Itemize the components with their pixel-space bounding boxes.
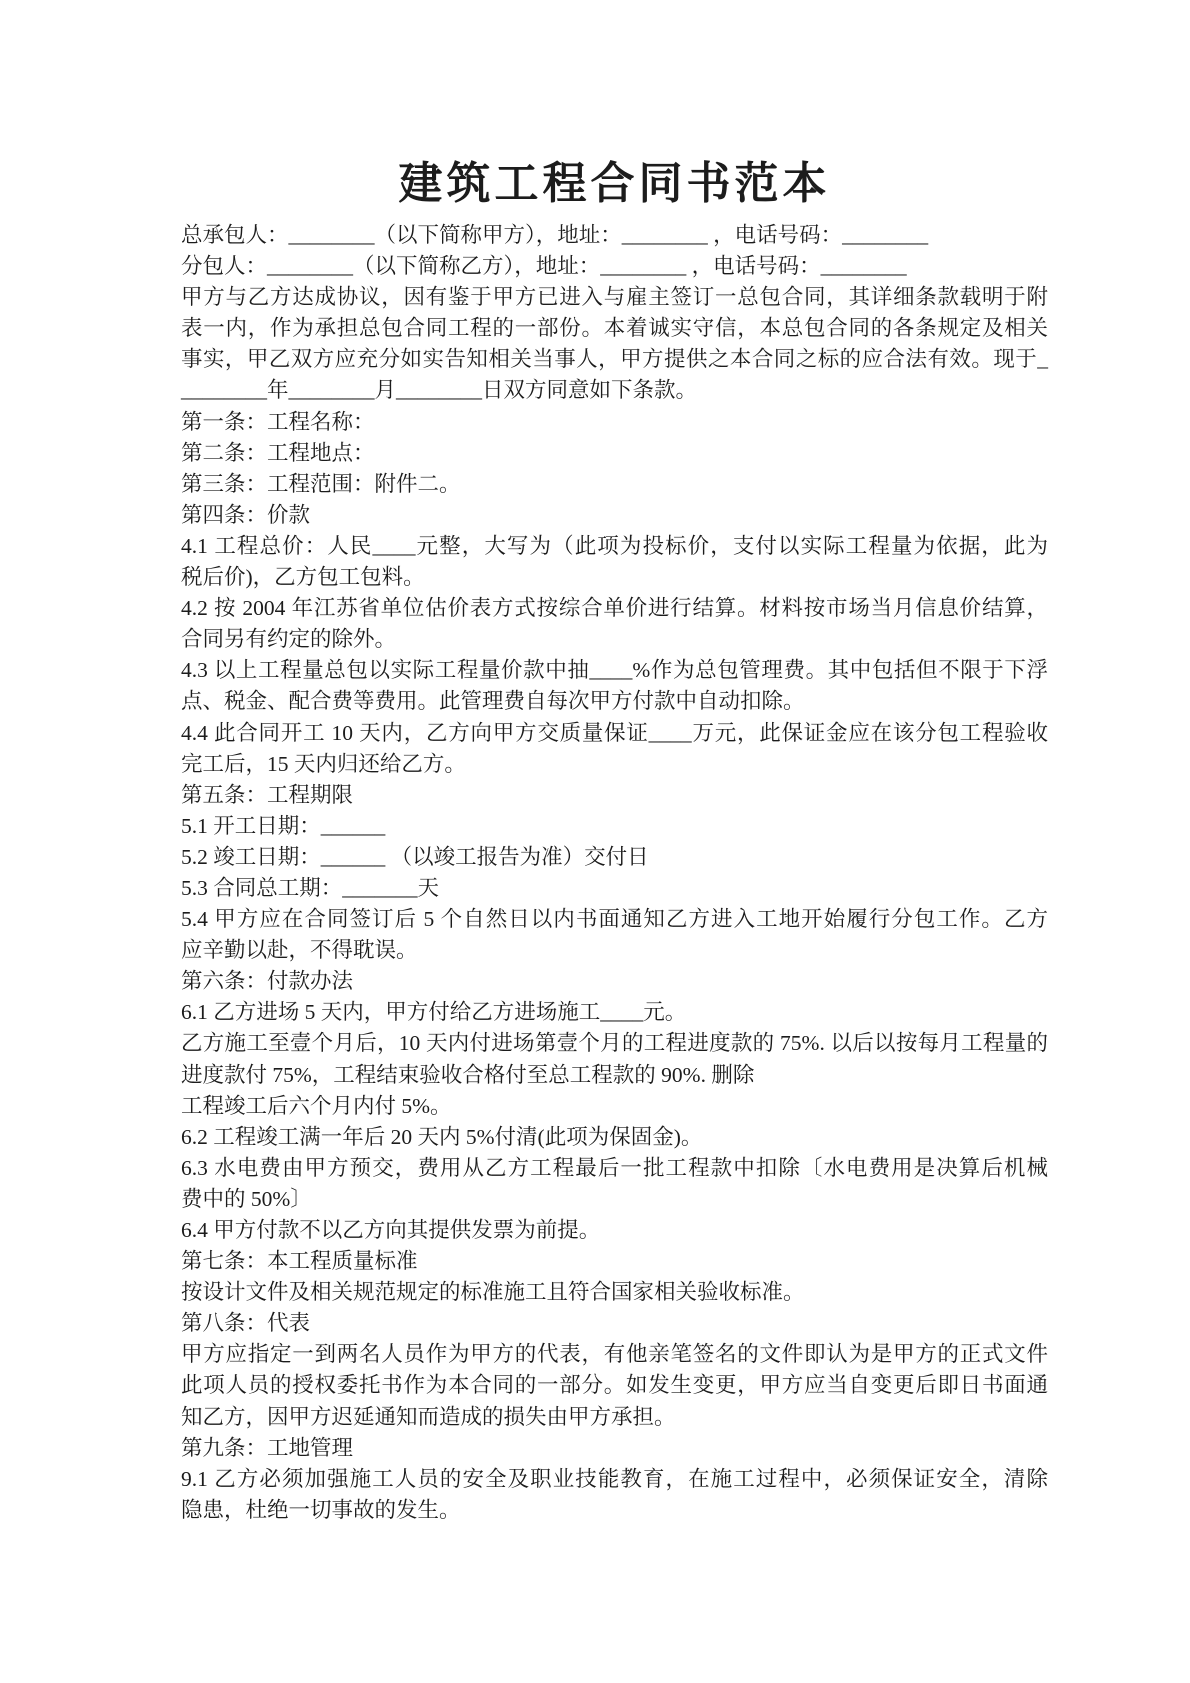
document-line: 此项人员的授权委托书作为本合同的一部分。如发生变更，甲方应当自变更后即日书面通	[181, 1373, 1048, 1398]
document-line: 4.4 此合同开工 10 天内，乙方向甲方交质量保证____万元，此保证金应在该分包工程验收	[181, 720, 1048, 745]
document-line: 甲方应指定一到两名人员作为甲方的代表，有他亲笔签名的文件即认为是甲方的正式文件	[181, 1342, 1048, 1367]
document-body	[181, 220, 1048, 1526]
document-line: 第四条：价款	[181, 502, 311, 527]
document-line: 表一内，作为承担总包合同工程的一部份。本着诚实守信，本总包合同的各条规定及相关	[181, 316, 1048, 341]
document-line: ________年________月________日双方同意如下条款。	[181, 378, 698, 403]
document-line: 乙方施工至壹个月后，10 天内付进场第壹个月的工程进度款的 75%. 以后以按每月工程量的	[181, 1031, 1048, 1056]
document-line: 6.2 工程竣工满一年后 20 天内 5%付清(此项为保固金)。	[181, 1124, 703, 1149]
document-line: 点、税金、配合费等费用。此管理费自每次甲方付款中自动扣除。	[181, 689, 805, 714]
document-line: 工程竣工后六个月内付 5%。	[181, 1093, 452, 1118]
document-line: 第一条：工程名称：	[181, 409, 375, 434]
document-line: 总承包人：________（以下简称甲方），地址：________ ，电话号码：________	[181, 223, 929, 247]
document-line: 5.3 合同总工期：_______天	[181, 875, 440, 900]
document-line: 4.2 按 2004 年江苏省单位估价表方式按综合单价进行结算。材料按市场当月信息价结算，	[181, 596, 1048, 621]
document-line: 第八条：代表	[181, 1311, 311, 1336]
document-line: 完工后，15 天内归还给乙方。	[181, 751, 466, 776]
document-line: 隐患，杜绝一切事故的发生。	[181, 1497, 461, 1522]
document-line: 进度款付 75%，工程结束验收合格付至总工程款的 90%. 删除	[181, 1062, 755, 1087]
document-line: 事实，甲乙双方应充分如实告知相关当事人，甲方提供之本合同之标的应合法有效。现于_	[181, 347, 1048, 372]
document-line: 费中的 50%〕	[181, 1186, 312, 1211]
document-line: 6.1 乙方进场 5 天内，甲方付给乙方进场施工____元。	[181, 1000, 687, 1025]
document-line: 4.3 以上工程量总包以实际工程量价款中抽____%作为总包管理费。其中包括但不限于下浮	[181, 658, 1048, 683]
document-line: 5.4 甲方应在合同签订后 5 个自然日以内书面通知乙方进入工地开始履行分包工作。乙方	[181, 907, 1048, 932]
document-line: 9.1 乙方必须加强施工人员的安全及职业技能教育，在施工过程中，必须保证安全，清除	[181, 1466, 1048, 1491]
document-line: 合同另有约定的除外。	[181, 627, 397, 652]
document-title: 建筑工程合同书范本	[398, 159, 831, 208]
document-line: 按设计文件及相关规范规定的标准施工且符合国家相关验收标准。	[181, 1280, 805, 1305]
document-line: 第六条：付款办法	[181, 969, 354, 994]
document-line: 5.1 开工日期：______	[181, 813, 386, 838]
document-line: 4.1 工程总价：人民____元整，大写为（此项为投标价，支付以实际工程量为依据，此为	[181, 533, 1048, 558]
document-line: 6.3 水电费由甲方预交，费用从乙方工程最后一批工程款中扣除〔水电费用是决算后机械	[181, 1155, 1048, 1180]
document-line: 分包人：________（以下简称乙方），地址：________ ，电话号码：________	[181, 254, 907, 279]
document-line: 应辛勤以赴，不得耽误。	[181, 938, 418, 963]
document-line: 5.2 竣工日期：______ （以竣工报告为准）交付日	[181, 844, 649, 869]
document-line: 税后价)，乙方包工包料。	[181, 565, 425, 590]
document-line: 第三条：工程范围：附件二。	[181, 471, 461, 496]
document-line: 甲方与乙方达成协议，因有鉴于甲方已进入与雇主签订一总包合同，其详细条款载明于附	[181, 285, 1048, 310]
document-line: 6.4 甲方付款不以乙方向其提供发票为前提。	[181, 1218, 601, 1242]
document-line: 第九条：工地管理	[181, 1435, 354, 1460]
document-line: 第五条：工程期限	[181, 782, 354, 807]
document-line: 第七条：本工程质量标准	[181, 1249, 418, 1274]
document-line: 知乙方，因甲方迟延通知而造成的损失由甲方承担。	[181, 1404, 676, 1429]
document-line: 第二条：工程地点：	[181, 440, 375, 465]
